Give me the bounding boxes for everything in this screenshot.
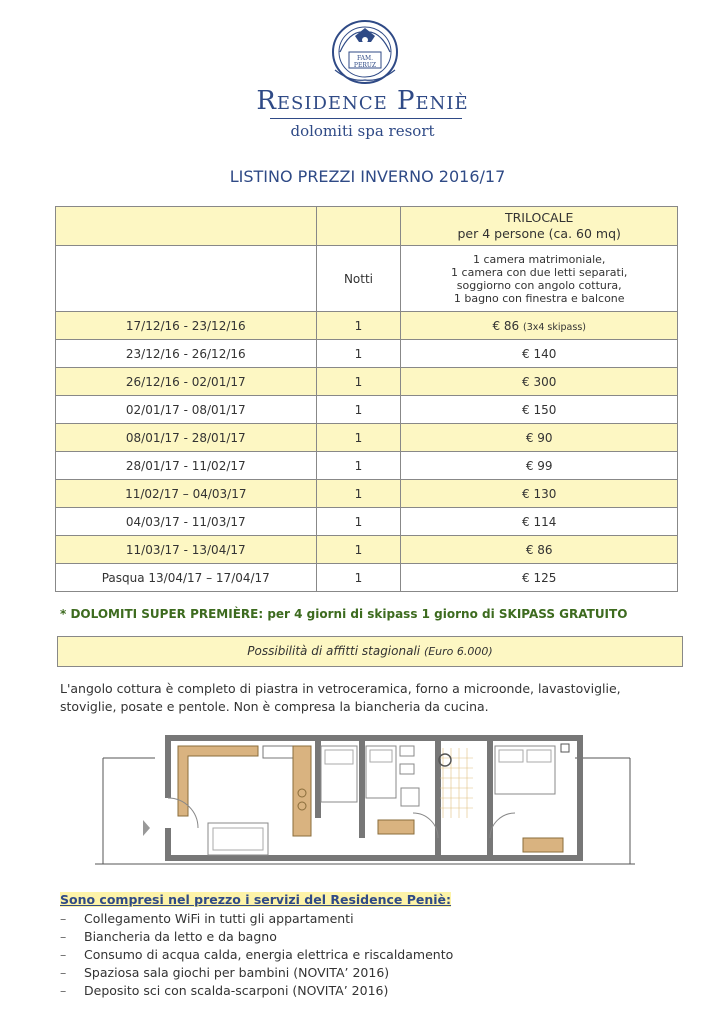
period-cell: 11/02/17 – 04/03/17 xyxy=(56,480,317,508)
description-line: 1 camera matrimoniale, xyxy=(473,252,606,266)
list-bullet: – xyxy=(60,983,67,998)
price-cell: € 130 xyxy=(401,480,678,508)
list-bullet: – xyxy=(60,965,67,980)
table-row xyxy=(56,536,678,564)
period-cell: 11/03/17 - 13/04/17 xyxy=(56,536,317,564)
description-line: 1 camera con due letti separati, xyxy=(451,265,628,279)
list-item-text: Collegamento WiFi in tutti gli appartamenti xyxy=(84,911,354,926)
nights-cell: 1 xyxy=(316,396,401,424)
table-row xyxy=(56,480,678,508)
apartment-capacity: per 4 persone (ca. 60 mq) xyxy=(457,226,621,241)
list-item-text: Spaziosa sala giochi per bambini (NOVITA’ 2016) xyxy=(84,965,390,980)
price-cell: € 114 xyxy=(401,508,678,536)
nights-cell: 1 xyxy=(316,424,401,452)
table-row xyxy=(56,424,678,452)
table-header-row xyxy=(56,207,678,246)
price-cell: € 86 xyxy=(401,536,678,564)
seasonal-rental-text: Possibilità di affitti stagionali xyxy=(247,644,421,658)
period-cell: 28/01/17 - 11/02/17 xyxy=(56,452,317,480)
nights-cell: 1 xyxy=(316,312,401,340)
period-cell: 04/03/17 - 11/03/17 xyxy=(56,508,317,536)
seasonal-rental-box xyxy=(57,636,683,667)
nights-cell: 1 xyxy=(316,564,401,592)
kitchen-note: L'angolo cottura è completo di piastra in vetroceramica, forno a microonde, lavastoviglie, stoviglie, posate e pentole. Non è compresa la biancheria da cucina. xyxy=(60,681,621,714)
period-cell: 02/01/17 - 08/01/17 xyxy=(56,396,317,424)
seasonal-rental-amount: (Euro 6.000) xyxy=(423,645,493,658)
table-row xyxy=(56,452,678,480)
brand-tagline: dolomiti spa resort xyxy=(290,122,435,140)
period-cell: 08/01/17 - 28/01/17 xyxy=(56,424,317,452)
list-item xyxy=(60,964,453,982)
price-list-title: LISTINO PREZZI INVERNO 2016/17 xyxy=(229,167,506,186)
period-cell: 23/12/16 - 26/12/16 xyxy=(56,340,317,368)
premiere-offer: * DOLOMITI SUPER PREMIÈRE: per 4 giorni di skipass 1 giorno di SKIPASS GRATUITO xyxy=(60,607,628,621)
included-services-title: Sono compresi nel prezzo i servizi del Residence Peniè: xyxy=(60,892,452,907)
table-row xyxy=(56,396,678,424)
list-bullet: – xyxy=(60,929,67,944)
seal-text-1: FAM. xyxy=(356,55,374,62)
list-bullet: – xyxy=(60,911,67,926)
list-item xyxy=(60,910,453,928)
nights-header: Notti xyxy=(316,246,401,312)
period-cell: Pasqua 13/04/17 – 17/04/17 xyxy=(56,564,317,592)
list-item xyxy=(60,946,453,964)
apartment-type: TRILOCALE xyxy=(504,210,574,225)
period-cell: 17/12/16 - 23/12/16 xyxy=(56,312,317,340)
description-line: soggiorno con angolo cottura, xyxy=(456,278,622,292)
table-description-row xyxy=(56,246,678,312)
table-row xyxy=(56,340,678,368)
description-line: 1 bagno con finestra e balcone xyxy=(453,291,625,305)
nights-cell: 1 xyxy=(316,340,401,368)
price-cell: € 99 xyxy=(401,452,678,480)
period-cell: 26/12/16 - 02/01/17 xyxy=(56,368,317,396)
seal-text-2: PERUZ xyxy=(353,62,377,69)
list-item-text: Biancheria da letto e da bagno xyxy=(84,929,277,944)
price-cell: € 90 xyxy=(401,424,678,452)
nights-cell: 1 xyxy=(316,452,401,480)
price-cell: € 125 xyxy=(401,564,678,592)
price-cell: € 150 xyxy=(401,396,678,424)
list-item xyxy=(60,928,453,946)
price-note: (3x4 skipass) xyxy=(522,321,586,333)
price-table xyxy=(55,206,678,592)
price-value: € 86 xyxy=(492,318,520,333)
table-row xyxy=(56,508,678,536)
list-item-text: Deposito sci con scalda-scarponi (NOVITA’ 2016) xyxy=(84,983,389,998)
price-cell: € 140 xyxy=(401,340,678,368)
table-row xyxy=(56,368,678,396)
nights-cell: 1 xyxy=(316,368,401,396)
included-services-list xyxy=(60,910,453,1000)
brand-name: Residence Peniè xyxy=(256,86,469,116)
price-cell xyxy=(401,312,678,340)
nights-cell: 1 xyxy=(316,536,401,564)
nights-cell: 1 xyxy=(316,480,401,508)
floor-plan-image xyxy=(95,728,635,878)
seal-emblem xyxy=(333,21,397,83)
brand-divider xyxy=(270,118,462,119)
list-bullet: – xyxy=(60,947,67,962)
price-cell: € 300 xyxy=(401,368,678,396)
list-item-text: Consumo di acqua calda, energia elettrica e riscaldamento xyxy=(84,947,454,962)
table-row xyxy=(56,564,678,592)
list-item xyxy=(60,982,453,1000)
nights-cell: 1 xyxy=(316,508,401,536)
table-row xyxy=(56,312,678,340)
